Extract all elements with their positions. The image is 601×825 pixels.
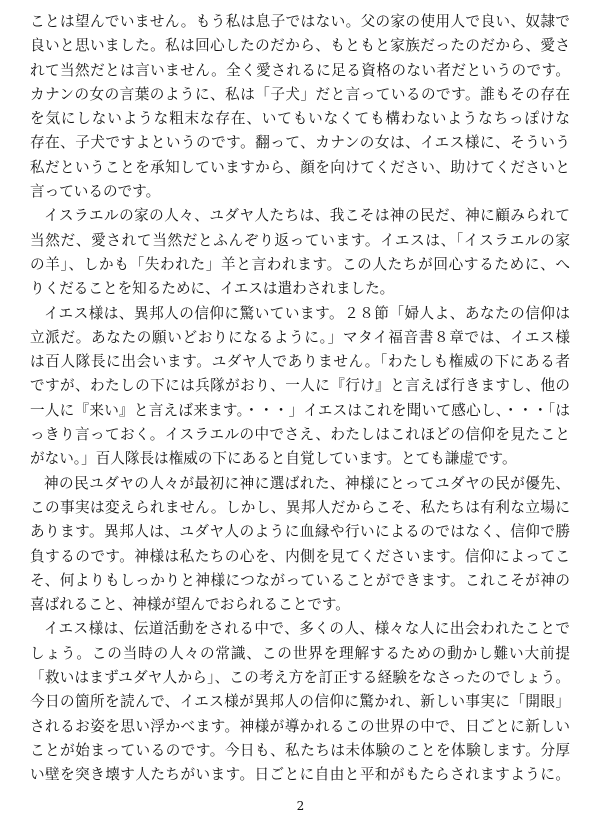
text-line: がない。」百人隊長は権威の下にあると自覚しています。とても謙虚です。 [30,450,517,468]
text-line: 存在、子犬ですよというのです。翻って、カナンの女は、イエス様に、そういう [30,134,570,152]
text-line: の羊」、しかも「失われた」羊と言われます。この人たちが回心するために、へ [30,255,570,273]
text-line: は百人隊長に出会います。ユダヤ人でありません。「わたしも権威の下にある者 [30,353,570,371]
body-text [30,10,570,788]
text-line: りくだることを知るために、イエスは遣わされました。 [30,280,395,298]
text-line: ことが始まっているのです。今日も、私たちは未体験のことを体験します。分厚 [30,741,570,759]
text-line: されるお姿を思い浮かべます。神様が導かれるこの世界の中で、日ごとに新しい [30,717,570,735]
text-line: あります。異邦人は、ユダヤ人のように血縁や行いによるのではなく、信仰で勝 [30,523,570,541]
text-line: 喜ばれること、神様が望んでおられることです。 [30,596,350,614]
text-line: を気にしないような粗末な存在、いてもいなくても構わないようなちっぽけな [30,110,570,128]
text-line: っきり言っておく。イスラエルの中でさえ、わたしはこれほどの信仰を見たこと [30,426,570,444]
text-line: 言っているのです。 [30,183,161,201]
text-line: 「救いはまずユダヤ人から」、この考え方を訂正する経験をなさったのでしょう。 [30,669,570,687]
text-line: しょう。この当時の人々の常識、この世界を理解するための動かし難い大前提 [30,644,570,662]
text-line: 良いと思いました。私は回心したのだから、もともと家族だったのだから、愛さ [30,37,570,55]
text-line: ですが、わたしの下には兵隊がおり、一人に『行け』と言えば行きますし、他の [30,377,570,395]
paragraph-5 [30,617,570,787]
paragraph-3 [30,302,570,472]
text-line: カナンの女の言葉のように、私は「子犬」だと言っているのです。誰もその存在 [30,85,570,103]
text-line: そ、何よりもしっかりと神様につながっていることができます。これこそが神の [30,571,570,589]
paragraph-2 [30,204,570,301]
text-line: 立派だ。あなたの願いどおりになるように。」マタイ福音書８章では、イエス様 [30,328,570,346]
text-line: イエス様は、異邦人の信仰に驚いています。２８節「婦人よ、あなたの信仰は [44,304,570,322]
text-line: 神の民ユダヤの人々が最初に神に選ばれた、神様にとってユダヤの民が優先、 [44,474,570,492]
text-line: れて当然だとは言いません。全く愛されるに足る資格のない者だというのです。 [30,61,570,79]
text-line: 負するのです。神様は私たちの心を、内側を見てくださいます。信仰によってこ [30,547,570,565]
text-line: 当然だ、愛されて当然だとふんぞり返っています。イエスは、「イスラエルの家 [30,231,570,249]
text-line: この事実は変えられません。しかし、異邦人だからこそ、私たちは有利な立場に [30,498,570,516]
text-line: イスラエルの家の人々、ユダヤ人たちは、我こそは神の民だ、神に顧みられて [44,207,570,225]
paragraph-1 [30,10,570,204]
text-line: イエス様は、伝道活動をされる中で、多くの人、様々な人に出会われたことで [44,620,570,638]
text-line: 一人に『来い』と言えば来ます。・・・」イエスはこれを聞いて感心し、・・・「は [30,401,570,419]
page-number: 2 [296,799,305,813]
text-line: い壁を突き壊す人たちがいます。日ごとに自由と平和がもたらされますように。 [30,766,570,784]
text-line: 今日の箇所を読んで、イエス様が異邦人の信仰に驚かれ、新しい事実に「開眼」 [30,693,570,711]
text-line: ことは望んでいません。もう私は息子ではない。父の家の使用人で良い、奴隷で [30,13,570,30]
text-line: 私だということを承知していますから、顔を向けてください、助けてくださいと [30,158,570,176]
paragraph-4 [30,472,570,618]
